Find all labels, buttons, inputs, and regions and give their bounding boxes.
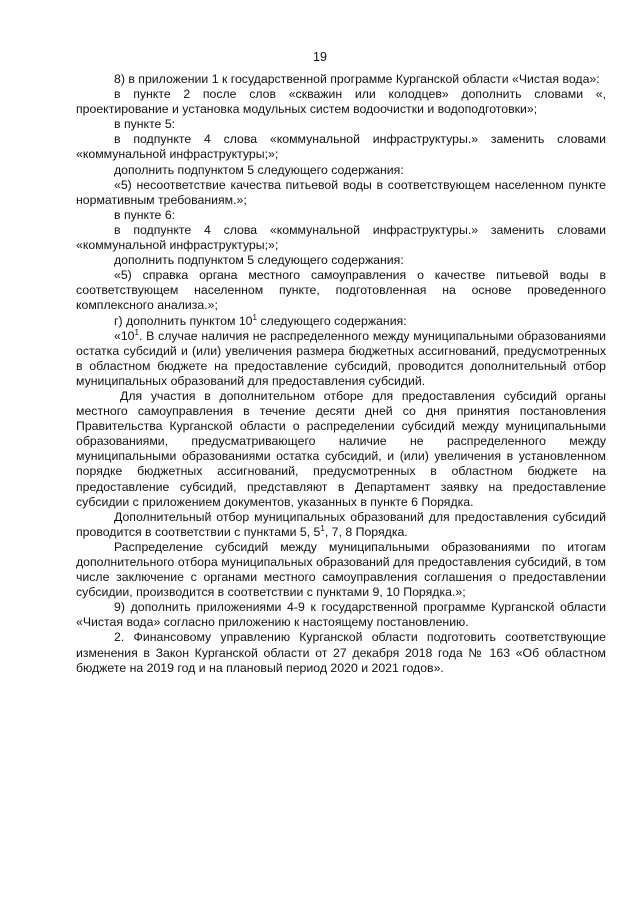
paragraph: Для участия в дополнительном отборе для предоставления субсидий органы местного самоуправления в течение десяти дней со дня принятия постановления Правительства Курганской области о распределении субсидий между муниципальными образованиями, предусматривающего наличие не распределенного между муниципальными образованиями остатка субсидий, и (или) увеличения в установленном порядке бюджетных ассигнований, предусмотренных в областном бюджете на предоставление субсидий, представляют в Департамент заявку на предоставление субсидии с приложением документов, указанных в пункте 6 Порядка.: [76, 388, 606, 509]
paragraph: в подпункте 4 слова «коммунальной инфраструктуры.» заменить словами «коммунальной инфраструктуры;»;: [76, 222, 606, 253]
paragraph: в подпункте 4 слова «коммунальной инфраструктуры.» заменить словами «коммунальной инфраструктуры;»;: [76, 132, 606, 162]
paragraph: в пункте 2 после слов «скважин или колодцев» дополнить словами «, проектирование и установка модульных систем водоочистки и водоподготовки»;: [76, 87, 606, 117]
paragraph: «$10^1$. В случае наличия не распределенного между муниципальными образованиями остатка субсидий и (или) увеличения размера бюджетных ассигнований, предусмотренных в областном бюджете на предоставление субсидий, проводится дополнительный отбор муниципальных образований для предоставления субсидий.: [76, 327, 606, 388]
superscript: 1: [134, 327, 139, 337]
paragraph: г) дополнить пунктом $10^1$ следующего содержания:: [114, 312, 407, 328]
page-number: 19: [313, 50, 327, 64]
paragraph: дополнить подпунктом 5 следующего содержания:: [114, 253, 404, 268]
superscript: 1: [252, 312, 257, 322]
paragraph: Дополнительный отбор муниципальных образований для предоставления субсидий проводится в соответствии с пунктами 5, $5^1$, 7, 8 Порядка.: [76, 509, 606, 539]
paragraph: 9) дополнить приложениями 4-9 к государственной программе Курганской области «Чистая вода» согласно приложению к настоящему постановлению.: [76, 600, 606, 630]
document-body: [76, 72, 606, 676]
paragraph: Распределение субсидий между муниципальными образованиями по итогам дополнительного отбора муниципальных образований для предоставления субсидий, в том числе заключение с органами местного самоуправления соглашения о предоставлении субсидии, производится в соответствии с пунктами 9, 10 Порядка.»;: [76, 539, 606, 600]
superscript: 1: [320, 523, 325, 533]
paragraph: «5) справка органа местного самоуправления о качестве питьевой воды в соответствующем населенном пункте, подготовленная на основе проведенного комплексного анализа.»;: [76, 268, 606, 313]
paragraph: в пункте 5:: [114, 117, 176, 132]
paragraph: 2. Финансовому управлению Курганской области подготовить соответствующие изменения в Закон Курганской области от 27 декабря 2018 года № 163 «Об областном бюджете на 2019 год и на плановый период 2020 и 2021 годов».: [76, 630, 606, 675]
paragraph: дополнить подпунктом 5 следующего содержания:: [114, 162, 404, 177]
paragraph: в пункте 6:: [114, 207, 176, 222]
paragraph: 8) в приложении 1 к государственной программе Курганской области «Чистая вода»:: [114, 72, 600, 86]
paragraph: «5) несоответствие качества питьевой воды в соответствующем населенном пункте нормативным требованиям.»;: [76, 177, 606, 207]
